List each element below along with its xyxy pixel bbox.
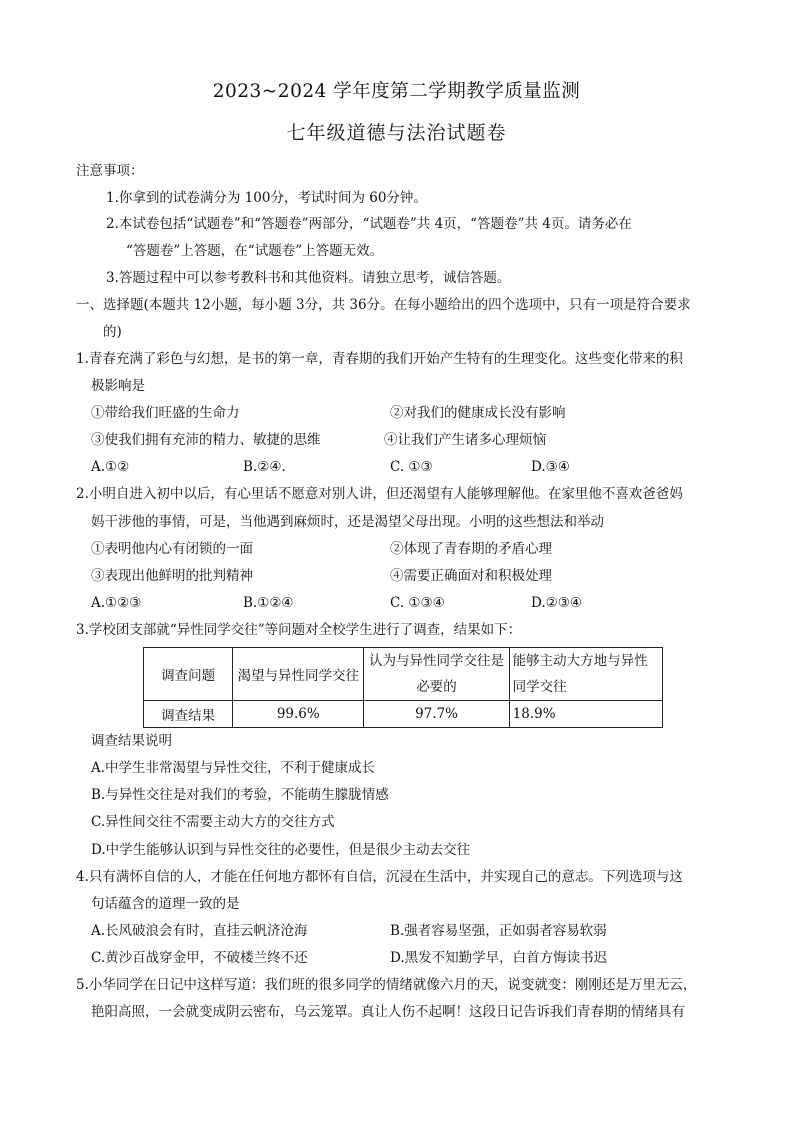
table-header-necessary-line-2: 必要的 — [416, 679, 457, 695]
q1-option-c: C. ①③ — [390, 459, 433, 475]
table-header-proactive-line-1: 能够主动大方地与异性 — [512, 653, 648, 669]
table-row — [144, 701, 663, 728]
q4-stem-line-2: 句话蕴含的道理一致的是 — [91, 896, 240, 912]
q2-stem-line-1: 2.小明自进入初中以后，有心里话不愿意对别人讲，但还渴望有人能够理解他。在家里他不喜欢爸爸妈 — [76, 486, 683, 502]
exam-subtitle: 七年级道德与法治试题卷 — [286, 122, 507, 144]
q3-option-d: D.中学生能够认识到与异性交往的必要性，但是很少主动去交往 — [91, 842, 471, 858]
table-header-necessary-line-1: 认为与异性同学交往是 — [369, 653, 505, 669]
survey-table — [143, 647, 663, 728]
q3-explain-label: 调查结果说明 — [91, 733, 172, 749]
q1-statement-3: ③使我们拥有充沛的精力、敏捷的思维 — [91, 432, 321, 448]
q2-option-b: B.①②④ — [243, 595, 294, 611]
table-cell-necessary-value: 97.7% — [364, 701, 509, 728]
q5-stem-line-2: 艳阳高照，一会就变成阴云密布，乌云笼罩。真让人伤不起啊！这段日记告诉我们青春期的情绪具有 — [91, 1004, 685, 1020]
q2-option-d: D.②③④ — [531, 595, 582, 611]
q1-stem-line-1: 1.青春充满了彩色与幻想，是书的第一章，青春期的我们开始产生特有的生理变化。这些变化带来的积 — [76, 351, 683, 367]
table-cell-proactive-value: 18.9% — [509, 701, 662, 728]
table-header-necessary — [364, 648, 509, 701]
section-heading-line-2: 的) — [103, 324, 122, 340]
q1-statement-2: ②对我们的健康成长没有影响 — [390, 405, 566, 421]
table-header-question: 调查问题 — [144, 648, 233, 701]
notice-item-1: 1.你拿到的试卷满分为 100分，考试时间为 60分钟。 — [106, 190, 427, 206]
q3-option-c: C.异性间交往不需要主动大方的交往方式 — [91, 814, 335, 830]
notice-item-2-line-1: 2.本试卷包括“试题卷”和“答题卷”两部分，“试题卷”共 4页，“答题卷”共 4页。请务必在 — [106, 216, 632, 232]
notice-item-3: 3.答题过程中可以参考教科书和其他资料。请独立思考，诚信答题。 — [106, 270, 511, 286]
q4-stem-line-1: 4.只有满怀自信的人，才能在任何地方都怀有自信，沉浸在生活中，并实现自己的意志。下列选项与这 — [76, 869, 683, 885]
q2-statement-4: ④需要正确面对和积极处理 — [390, 568, 552, 584]
table-header-proactive — [509, 648, 662, 701]
section-heading-line-1: 一、选择题(本题共 12小题，每小题 3分，共 36分。在每小题给出的四个选项中，只有一项是符合要求 — [76, 297, 691, 313]
q3-stem: 3.学校团支部就“异性同学交往”等问题对全校学生进行了调查，结果如下： — [76, 622, 522, 638]
exam-title: 2023~2024 学年度第二学期教学质量监测 — [212, 81, 581, 102]
q4-option-c: C.黄沙百战穿金甲，不破楼兰终不还 — [91, 950, 308, 966]
q2-statement-3: ③表现出他鲜明的批判精神 — [91, 568, 253, 584]
notice-item-2-line-2: “答题卷”上答题，在“试题卷”上答题无效。 — [126, 243, 384, 259]
q1-option-a: A.①② — [91, 459, 130, 475]
q2-option-a: A.①②③ — [91, 595, 142, 611]
q1-statement-4: ④让我们产生诸多心理烦恼 — [384, 432, 546, 448]
q1-stem-line-2: 极影响是 — [91, 378, 145, 394]
q2-stem-line-2: 妈干涉他的事情，可是，当他遇到麻烦时，还是渴望父母出现。小明的这些想法和举动 — [91, 514, 604, 530]
q5-stem-line-1: 5.小华同学在日记中这样写道：我们班的很多同学的情绪就像六月的天，说变就变：刚刚还是万里无云， — [76, 977, 697, 993]
notice-heading: 注意事项： — [76, 163, 144, 179]
table-cell-desire-value: 99.6% — [233, 701, 364, 728]
q1-option-d: D.③④ — [531, 459, 570, 475]
table-header-desire: 渴望与异性同学交往 — [233, 648, 364, 701]
q3-option-b: B.与异性交往是对我们的考验，不能萌生朦胧情感 — [91, 787, 389, 803]
q2-option-c: C. ①③④ — [390, 595, 445, 611]
table-row — [144, 648, 663, 701]
q3-option-a: A.中学生非常渴望与异性交往，不利于健康成长 — [91, 760, 376, 776]
q4-option-a: A.长风破浪会有时，直挂云帆济沧海 — [91, 923, 308, 939]
q1-option-b: B.②④. — [243, 459, 286, 475]
q4-option-d: D.黑发不知勤学早，白首方悔读书迟 — [390, 950, 608, 966]
table-cell-result-label: 调查结果 — [144, 701, 233, 728]
table-header-proactive-line-2: 同学交往 — [512, 679, 567, 695]
q2-statement-1: ①表明他内心有闭锁的一面 — [91, 541, 253, 557]
q1-statement-1: ①带给我们旺盛的生命力 — [91, 405, 240, 421]
q4-option-b: B.强者容易坚强，正如弱者容易软弱 — [390, 923, 607, 939]
q2-statement-2: ②体现了青春期的矛盾心理 — [390, 541, 552, 557]
